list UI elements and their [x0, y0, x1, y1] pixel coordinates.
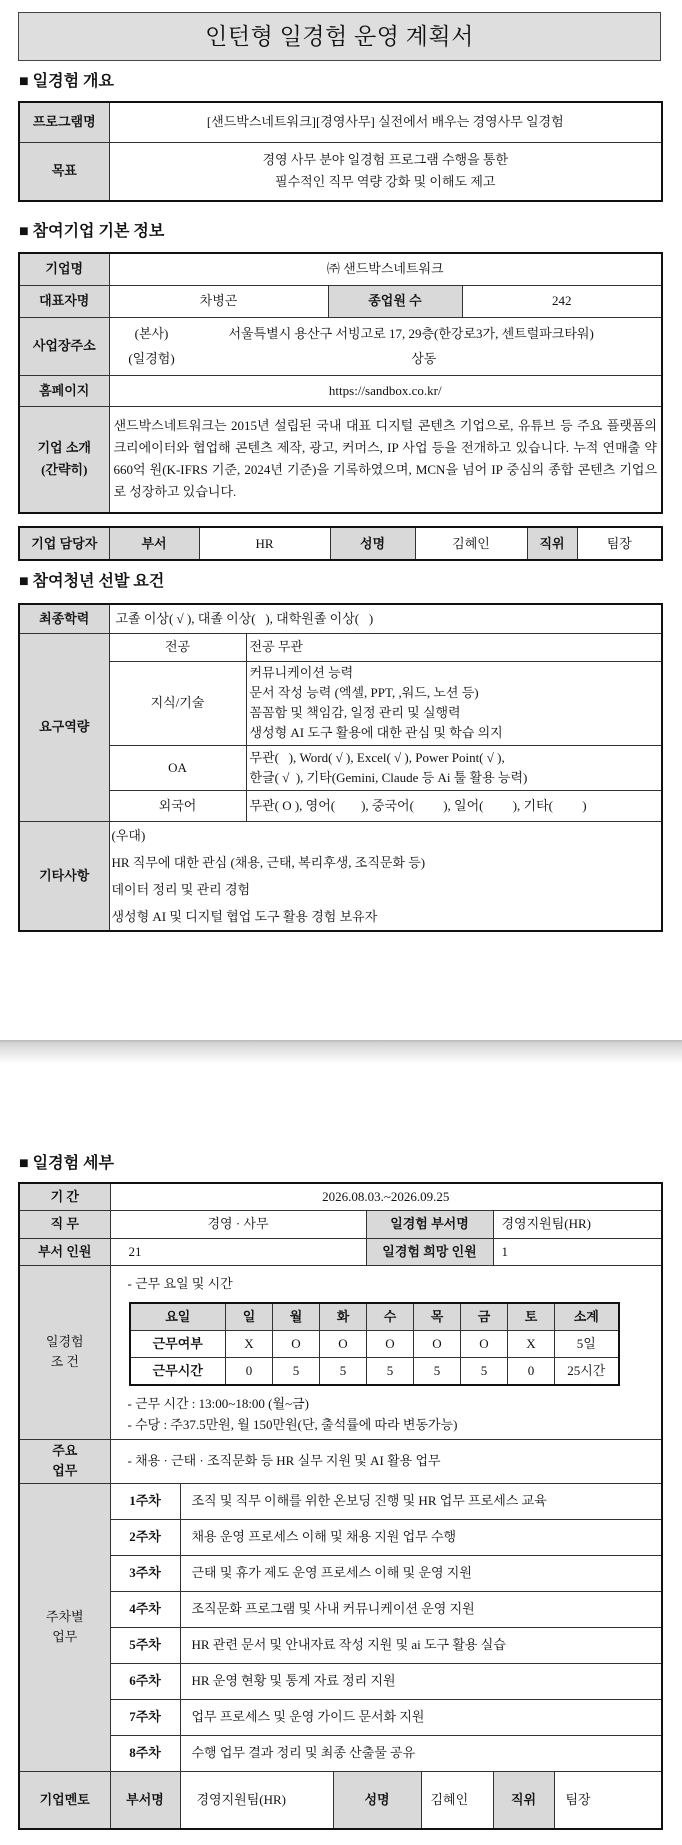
mentor-position-label: 직위 — [493, 1771, 554, 1829]
week-task: HR 관련 문서 및 안내자료 작성 지원 및 ai 도구 활용 실습 — [180, 1627, 662, 1663]
mentor-position-value: 팀장 — [554, 1771, 662, 1829]
major-row — [19, 633, 662, 661]
schedule-cell: O — [461, 1330, 508, 1357]
hires-label: 일경험 희망 인원 — [366, 1238, 493, 1265]
skill-line: 문서 작성 능력 (엑셀, PPT, ,워드, 노션 등) — [249, 685, 479, 700]
address-label: 사업장주소 — [19, 317, 109, 375]
language-label: 외국어 — [109, 790, 246, 821]
duties-label — [19, 1439, 110, 1483]
week-label: 4주차 — [110, 1591, 180, 1627]
schedule-subtotal: 5일 — [555, 1330, 619, 1357]
schedule-cell: 5 — [414, 1357, 461, 1385]
intro-text: 샌드박스네트워크는 2015년 설립된 국내 대표 디지털 콘텐츠 기업으로, 유튜브 등 주요 플랫폼의 크리에이터와 협업해 콘텐츠 제작, 광고, 커머스, IP 사업 등을 전개하고 있습니다. 누적 연매출 약 660억 원(K-IFRS 기준, 2024년 기준)을 기록하였으며, MCN을 넘어 IP 중심의 종합 콘텐츠 기업으로 성장하고 있습니다. — [109, 406, 662, 513]
skill-line: 커뮤니케이션 능력 — [249, 665, 354, 680]
goal-label: 목표 — [19, 142, 109, 201]
week-task: HR 운영 현황 및 통계 자료 정리 지원 — [180, 1663, 662, 1699]
schedule-subtotal: 25시간 — [555, 1357, 619, 1385]
week-task: 근태 및 휴가 제도 운영 프로세스 이해 및 운영 지원 — [180, 1555, 662, 1591]
schedule-row-workday — [130, 1330, 619, 1357]
section-heading-company: ■ 참여기업 기본 정보 — [19, 223, 165, 240]
schedule-cell: O — [414, 1330, 461, 1357]
staff-row — [19, 1238, 662, 1265]
oa-line: 무관( ), Word( √ ), Excel( √ ), Power Point( √ ), — [249, 749, 505, 765]
allowance: - 수당 : 주37.5만원, 월 150만원(단, 출석률에 따라 변동가능) — [127, 1416, 458, 1432]
address-work-value: 상동 — [411, 351, 437, 366]
week-row — [19, 1627, 662, 1663]
language-row — [19, 790, 662, 821]
schedule-cell: 5 — [461, 1357, 508, 1385]
duties-label-line: 주요 — [52, 1443, 78, 1458]
section-heading-overview: ■ 일경험 개요 — [19, 73, 114, 90]
oa-line: 한글( √ ), 기타(Gemini, Claude 등 Ai 툴 활용 능력) — [249, 769, 528, 785]
address-row — [19, 317, 662, 375]
week-label: 1주차 — [110, 1483, 180, 1519]
job-row — [19, 1210, 662, 1238]
mentor-dept-label: 부서명 — [110, 1771, 180, 1829]
homepage-link[interactable]: https://sandbox.co.kr/ — [109, 375, 662, 406]
job-label: 직 무 — [19, 1210, 110, 1238]
mentor-dept-value: 경영지원팀(HR) — [180, 1771, 333, 1829]
mentor-name-label: 성명 — [333, 1771, 421, 1829]
company-name-value: ㈜ 샌드박스네트워크 — [109, 253, 662, 285]
ceo-label: 대표자명 — [19, 285, 109, 317]
contact-position-label: 직위 — [527, 527, 577, 560]
schedule-cell: O — [273, 1330, 320, 1357]
address-hq-line — [116, 321, 656, 346]
company-name-row — [19, 253, 662, 285]
other-line: 데이터 정리 및 관리 경험 — [111, 881, 251, 897]
language-value: 무관( O ), 영어( ), 중국어( ), 일어( ), 기타( ) — [246, 790, 662, 821]
goal-line: 필수적인 직무 역량 강화 및 이해도 제고 — [275, 174, 496, 190]
schedule-cell: 0 — [226, 1357, 273, 1385]
week-row — [19, 1735, 662, 1771]
work-dept-label: 일경험 부서명 — [366, 1210, 493, 1238]
week-row — [19, 1519, 662, 1555]
mentor-name-value: 김혜인 — [421, 1771, 493, 1829]
page-separator — [0, 1040, 682, 1064]
oa-label: OA — [109, 745, 246, 790]
conditions-label-line: 조 건 — [50, 1354, 79, 1369]
week-label: 3주차 — [110, 1555, 180, 1591]
skills-row — [19, 661, 662, 745]
address-value-cell — [109, 317, 662, 375]
contact-name-value: 김혜인 — [415, 527, 527, 560]
week-label: 8주차 — [110, 1735, 180, 1771]
week-row — [19, 1663, 662, 1699]
other-row — [19, 821, 662, 931]
skill-line: 꼼꼼함 및 책임감, 일정 관리 및 실행력 — [249, 705, 461, 720]
other-line: HR 직무에 대한 관심 (채용, 근태, 복리후생, 조직문화 등) — [111, 854, 426, 870]
document-title: 인턴형 일경험 운영 계획서 — [18, 12, 661, 61]
schedule-header: 소계 — [555, 1303, 619, 1331]
intro-label — [19, 406, 109, 513]
duties-label-line: 업무 — [52, 1463, 78, 1478]
education-row — [19, 604, 662, 633]
skills-value — [246, 661, 662, 745]
company-name-label: 기업명 — [19, 253, 109, 285]
skills-label: 지식/기술 — [109, 661, 246, 745]
homepage-row — [19, 375, 662, 406]
staff-value: 21 — [110, 1238, 366, 1265]
conditions-row — [19, 1265, 662, 1439]
goal-value — [109, 142, 662, 201]
contact-row — [19, 527, 662, 560]
goal-row — [19, 142, 662, 201]
other-line: (우대) — [111, 827, 146, 843]
other-line: 생성형 AI 및 디지털 협업 도구 활용 경험 보유자 — [111, 908, 378, 924]
contact-position-value: 팀장 — [577, 527, 662, 560]
schedule-intro: - 근무 요일 및 시간 — [127, 1275, 233, 1291]
week-task: 업무 프로세스 및 운영 가이드 문서화 지원 — [180, 1699, 662, 1735]
schedule-header: 금 — [461, 1303, 508, 1331]
other-value — [109, 821, 662, 931]
intro-label-line: (간략히) — [41, 462, 88, 478]
schedule-header: 토 — [508, 1303, 555, 1331]
major-value: 전공 무관 — [246, 633, 662, 661]
schedule-header: 화 — [320, 1303, 367, 1331]
company-info-table — [18, 252, 663, 514]
competency-label: 요구역량 — [19, 633, 109, 821]
address-hq-value: 서울특별시 용산구 서빙고로 17, 29층(한강로3가, 센트럴파크타워) — [228, 326, 594, 341]
schedule-cell: 5 — [367, 1357, 414, 1385]
week-task: 수행 업무 결과 정리 및 최종 산출물 공유 — [180, 1735, 662, 1771]
major-label: 전공 — [109, 633, 246, 661]
mentor-label: 기업멘토 — [19, 1771, 110, 1829]
contact-dept-value: HR — [199, 527, 330, 560]
job-value: 경영 · 사무 — [110, 1210, 366, 1238]
schedule-cell: X — [226, 1330, 273, 1357]
week-label: 7주차 — [110, 1699, 180, 1735]
contact-name-label: 성명 — [330, 527, 415, 560]
schedule-cell: 5 — [273, 1357, 320, 1385]
conditions-label — [19, 1265, 110, 1439]
requirements-table — [18, 603, 663, 932]
goal-line: 경영 사무 분야 일경험 프로그램 수행을 통한 — [262, 152, 509, 168]
week-label: 6주차 — [110, 1663, 180, 1699]
employees-label: 종업원 수 — [328, 285, 462, 317]
employees-value: 242 — [462, 285, 662, 317]
schedule-cell: 0 — [508, 1357, 555, 1385]
education-value: 고졸 이상( √ ), 대졸 이상( ), 대학원졸 이상( ) — [109, 604, 662, 633]
weekly-label-line: 주차별 — [45, 1609, 84, 1624]
ceo-value: 차병곤 — [109, 285, 328, 317]
schedule-header-row — [130, 1303, 619, 1331]
work-schedule-table — [129, 1302, 620, 1386]
schedule-header: 목 — [414, 1303, 461, 1331]
contact-table — [18, 526, 663, 561]
education-label: 최종학력 — [19, 604, 109, 633]
mentor-row — [19, 1771, 662, 1829]
duties-value: - 채용 · 근태 · 조직문화 등 HR 실무 지원 및 AI 활용 업무 — [110, 1439, 662, 1483]
weekly-label — [19, 1483, 110, 1771]
schedule-cell: X — [508, 1330, 555, 1357]
schedule-cell: O — [320, 1330, 367, 1357]
skill-line: 생성형 AI 도구 활용에 대한 관심 및 학습 의지 — [249, 725, 503, 740]
document-page-2 — [0, 1064, 682, 1845]
week-task: 조직문화 프로그램 및 사내 커뮤니케이션 운영 지원 — [180, 1591, 662, 1627]
schedule-row-hours — [130, 1357, 619, 1385]
contact-label: 기업 담당자 — [19, 527, 109, 560]
section-heading-requirements: ■ 참여청년 선발 요건 — [19, 573, 165, 590]
duties-row — [19, 1439, 662, 1483]
address-work-line — [116, 346, 656, 371]
week-label: 2주차 — [110, 1519, 180, 1555]
work-dept-value: 경영지원팀(HR) — [493, 1210, 662, 1238]
homepage-label: 홈페이지 — [19, 375, 109, 406]
hires-value: 1 — [493, 1238, 662, 1265]
week-row — [19, 1699, 662, 1735]
other-label: 기타사항 — [19, 821, 109, 931]
intro-row — [19, 406, 662, 513]
period-value: 2026.08.03.~2026.09.25 — [110, 1183, 662, 1210]
program-label: 프로그램명 — [19, 102, 109, 142]
overview-table — [18, 101, 663, 202]
weekly-label-line: 업무 — [52, 1629, 78, 1644]
details-table — [18, 1182, 663, 1830]
schedule-header: 일 — [226, 1303, 273, 1331]
conditions-value — [110, 1265, 662, 1439]
schedule-row-label: 근무여부 — [130, 1330, 226, 1357]
conditions-label-line: 일경험 — [45, 1334, 84, 1349]
week-task: 조직 및 직무 이해를 위한 온보딩 진행 및 HR 업무 프로세스 교육 — [180, 1483, 662, 1519]
period-row — [19, 1183, 662, 1210]
week-task: 채용 운영 프로세스 이해 및 채용 지원 업무 수행 — [180, 1519, 662, 1555]
schedule-cell: 5 — [320, 1357, 367, 1385]
work-hours: - 근무 시간 : 13:00~18:00 (월~금) — [127, 1395, 309, 1411]
week-label: 5주차 — [110, 1627, 180, 1663]
oa-value — [246, 745, 662, 790]
staff-label: 부서 인원 — [19, 1238, 110, 1265]
schedule-header: 월 — [273, 1303, 320, 1331]
week-row — [19, 1555, 662, 1591]
contact-dept-label: 부서 — [109, 527, 199, 560]
week-row — [19, 1483, 662, 1519]
oa-row — [19, 745, 662, 790]
schedule-header: 수 — [367, 1303, 414, 1331]
program-row — [19, 102, 662, 142]
schedule-header: 요일 — [130, 1303, 226, 1331]
schedule-row-label: 근무시간 — [130, 1357, 226, 1385]
ceo-row — [19, 285, 662, 317]
program-value: [샌드박스네트워크][경영사무] 실전에서 배우는 경영사무 일경험 — [109, 102, 662, 142]
section-heading-details: ■ 일경험 세부 — [19, 1155, 114, 1172]
period-label: 기 간 — [19, 1183, 110, 1210]
intro-label-line: 기업 소개 — [37, 440, 91, 456]
address-work-tag: (일경험) — [128, 351, 175, 366]
schedule-cell: O — [367, 1330, 414, 1357]
week-row — [19, 1591, 662, 1627]
address-hq-tag: (본사) — [134, 326, 169, 341]
